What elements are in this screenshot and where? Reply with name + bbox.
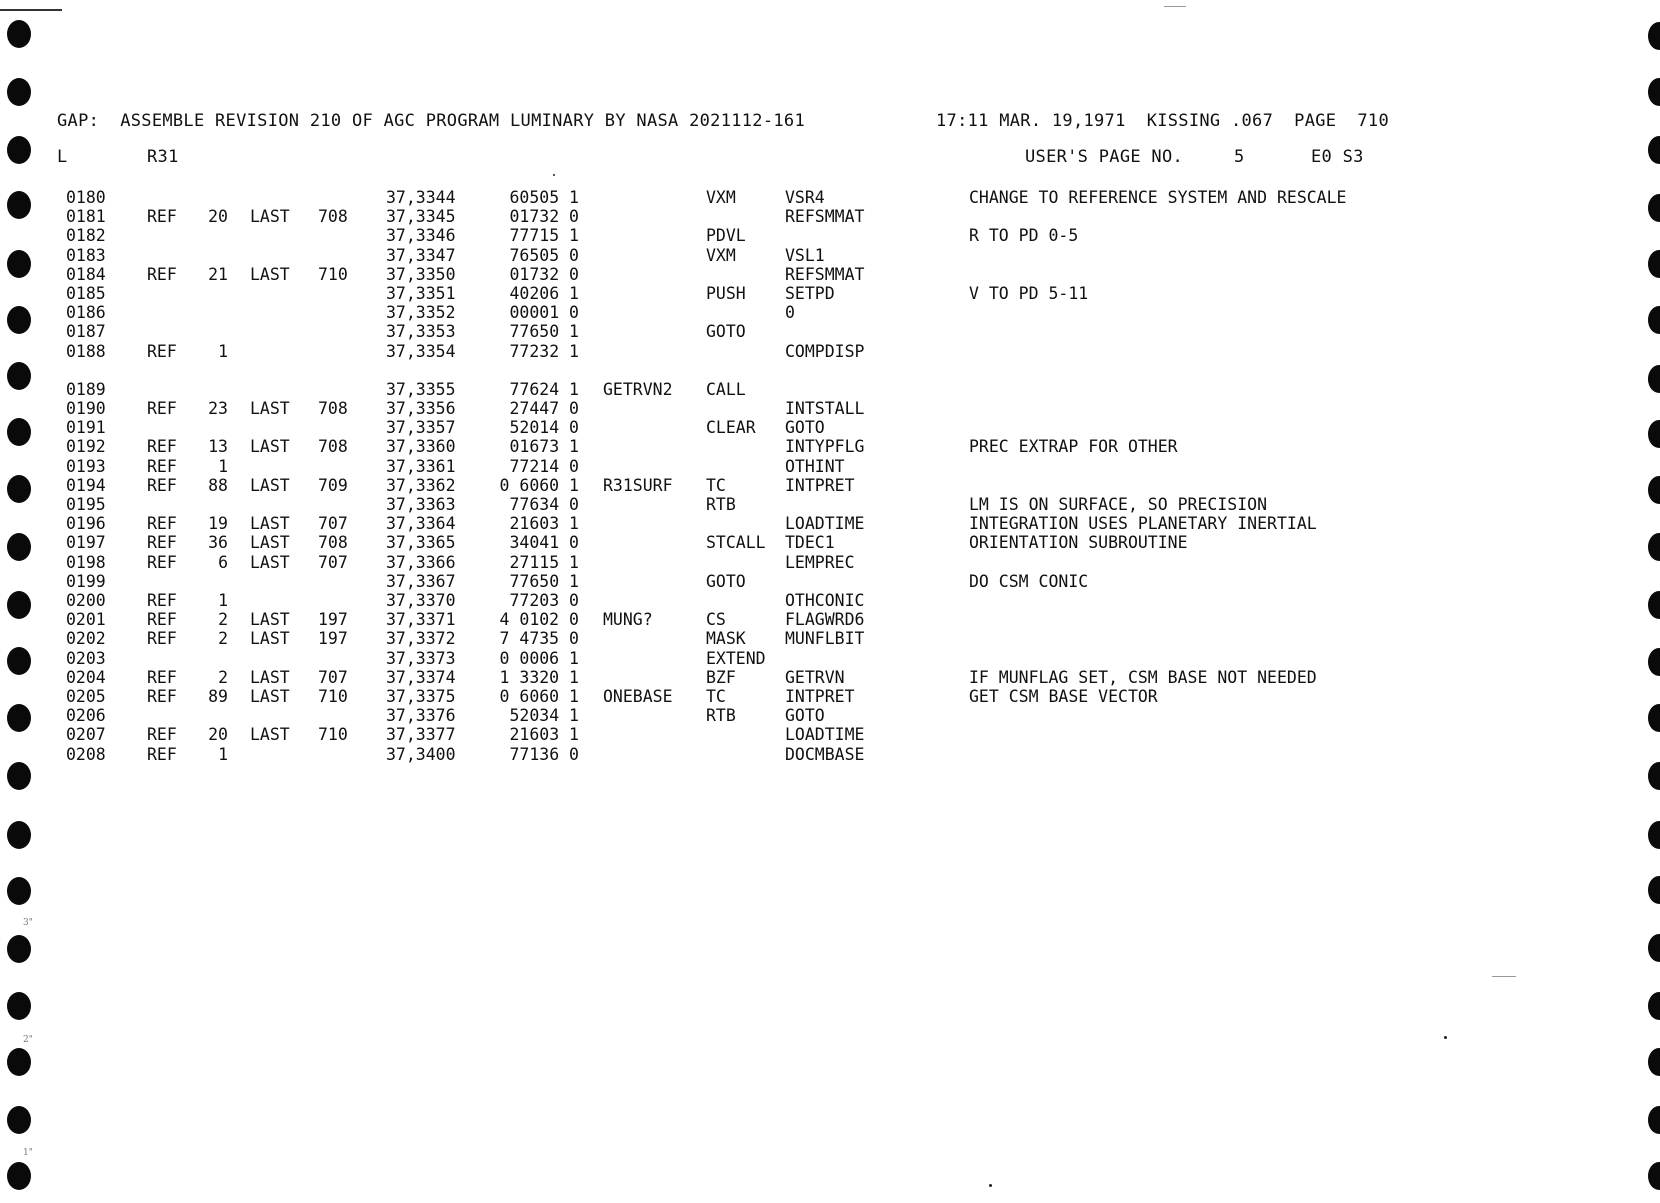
last-keyword: LAST (250, 265, 290, 284)
line-number: 0205 (66, 687, 106, 706)
last-page: 708 (318, 533, 348, 552)
octal-code: 52014 0 (509, 418, 579, 437)
opcode: GOTO (706, 322, 746, 341)
operand: REFSMMAT (785, 207, 865, 226)
listing-row (0, 399, 1660, 418)
last-page: 197 (318, 629, 348, 648)
feed-hole (7, 20, 31, 48)
ref-keyword: REF (147, 457, 177, 476)
octal-code: 21603 1 (509, 514, 579, 533)
operand: GOTO (785, 706, 825, 725)
feed-hole (1648, 1162, 1660, 1190)
opcode: TC (706, 476, 726, 495)
line-number: 0181 (66, 207, 106, 226)
last-page: 710 (318, 725, 348, 744)
comment: V TO PD 5-11 (969, 284, 1089, 303)
ref-keyword: REF (147, 745, 177, 764)
ref-count: 20 (208, 207, 228, 226)
feed-hole (7, 935, 31, 963)
memory-address: 37,3375 (386, 687, 456, 706)
feed-hole (7, 136, 31, 164)
last-keyword: LAST (250, 207, 290, 226)
symbol-label: ONEBASE (603, 687, 673, 706)
ref-count: 2 (218, 629, 228, 648)
operand: INTPRET (785, 476, 855, 495)
line-number: 0193 (66, 457, 106, 476)
feed-hole (1648, 934, 1660, 962)
last-keyword: LAST (250, 476, 290, 495)
octal-code: 0 6060 1 (499, 687, 579, 706)
octal-code: 00001 0 (509, 303, 579, 322)
last-keyword: LAST (250, 725, 290, 744)
memory-address: 37,3352 (386, 303, 456, 322)
paper-speck (1492, 976, 1516, 977)
listing-row (0, 418, 1660, 437)
listing-row (0, 303, 1660, 322)
ref-count: 19 (208, 514, 228, 533)
operand: REFSMMAT (785, 265, 865, 284)
listing-row (0, 207, 1660, 226)
memory-address: 37,3365 (386, 533, 456, 552)
opcode: CALL (706, 380, 746, 399)
operand: VSL1 (785, 246, 825, 265)
ref-keyword: REF (147, 514, 177, 533)
memory-address: 37,3350 (386, 265, 456, 284)
octal-code: 40206 1 (509, 284, 579, 303)
opcode: PUSH (706, 284, 746, 303)
ref-count: 88 (208, 476, 228, 495)
last-page: 710 (318, 687, 348, 706)
memory-address: 37,3364 (386, 514, 456, 533)
octal-code: 27115 1 (509, 553, 579, 572)
listing-row (0, 706, 1660, 725)
opcode: VXM (706, 188, 736, 207)
operand: INTPRET (785, 687, 855, 706)
feed-hole (7, 78, 31, 106)
operand: COMPDISP (785, 342, 865, 361)
last-keyword: LAST (250, 437, 290, 456)
last-keyword: LAST (250, 399, 290, 418)
ref-count: 1 (218, 342, 228, 361)
memory-address: 37,3372 (386, 629, 456, 648)
octal-code: 77650 1 (509, 322, 579, 341)
line-number: 0185 (66, 284, 106, 303)
opcode: EXTEND (706, 649, 766, 668)
ref-count: 1 (218, 591, 228, 610)
line-number: 0183 (66, 246, 106, 265)
operand: GETRVN (785, 668, 845, 687)
memory-address: 37,3363 (386, 495, 456, 514)
feed-hole (1648, 876, 1660, 904)
ref-count: 36 (208, 533, 228, 552)
ref-keyword: REF (147, 553, 177, 572)
comment: LM IS ON SURFACE, SO PRECISION (969, 495, 1268, 514)
listing-row (0, 572, 1660, 591)
margin-mark: 1" (23, 1148, 33, 1158)
octal-code: 01732 0 (509, 265, 579, 284)
listing-row (0, 380, 1660, 399)
listing-row (0, 514, 1660, 533)
opcode: RTB (706, 706, 736, 725)
octal-code: 77214 0 (509, 457, 579, 476)
opcode: PDVL (706, 226, 746, 245)
log-section: L (57, 147, 68, 167)
operand: 0 (785, 303, 795, 322)
listing-row (0, 322, 1660, 341)
line-number: 0203 (66, 649, 106, 668)
octal-code: 52034 1 (509, 706, 579, 725)
octal-code: 77715 1 (509, 226, 579, 245)
memory-address: 37,3400 (386, 745, 456, 764)
memory-address: 37,3371 (386, 610, 456, 629)
feed-hole (1648, 22, 1660, 50)
ref-keyword: REF (147, 265, 177, 284)
octal-code: 77650 1 (509, 572, 579, 591)
listing-title: GAP: ASSEMBLE REVISION 210 OF AGC PROGRAM LUMINARY BY NASA 2021112-161 (57, 111, 805, 131)
feed-hole (7, 1162, 31, 1190)
memory-address: 37,3347 (386, 246, 456, 265)
listing-row (0, 649, 1660, 668)
operand: TDEC1 (785, 533, 835, 552)
operand: GOTO (785, 418, 825, 437)
line-number: 0188 (66, 342, 106, 361)
last-page: 708 (318, 437, 348, 456)
ref-count: 1 (218, 745, 228, 764)
listing-row (0, 437, 1660, 456)
memory-address: 37,3344 (386, 188, 456, 207)
listing-row (0, 284, 1660, 303)
last-page: 707 (318, 514, 348, 533)
line-number: 0190 (66, 399, 106, 418)
octal-code: 1 3320 1 (499, 668, 579, 687)
operand: DOCMBASE (785, 745, 865, 764)
operand: VSR4 (785, 188, 825, 207)
opcode: VXM (706, 246, 736, 265)
feed-hole (1648, 1048, 1660, 1076)
opcode: STCALL (706, 533, 766, 552)
octal-code: 77203 0 (509, 591, 579, 610)
margin-mark: 3" (23, 918, 33, 928)
octal-code: 77624 1 (509, 380, 579, 399)
octal-code: 01732 0 (509, 207, 579, 226)
listing-row (0, 226, 1660, 245)
memory-address: 37,3370 (386, 591, 456, 610)
listing-row (0, 591, 1660, 610)
ref-keyword: REF (147, 687, 177, 706)
line-number: 0195 (66, 495, 106, 514)
paper-speck (1164, 6, 1186, 7)
ref-keyword: REF (147, 533, 177, 552)
octal-code: 21603 1 (509, 725, 579, 744)
feed-hole (7, 1106, 31, 1134)
listing-row (0, 610, 1660, 629)
feed-hole (7, 762, 31, 790)
memory-address: 37,3351 (386, 284, 456, 303)
ref-keyword: REF (147, 668, 177, 687)
memory-address: 37,3354 (386, 342, 456, 361)
comment: ORIENTATION SUBROUTINE (969, 533, 1188, 552)
octal-code: 76505 0 (509, 246, 579, 265)
listing-row (0, 687, 1660, 706)
octal-code: 0 6060 1 (499, 476, 579, 495)
ref-count: 1 (218, 457, 228, 476)
listing-row (0, 476, 1660, 495)
last-page: 709 (318, 476, 348, 495)
memory-address: 37,3361 (386, 457, 456, 476)
listing-row (0, 668, 1660, 687)
ref-keyword: REF (147, 399, 177, 418)
memory-address: 37,3362 (386, 476, 456, 495)
comment: INTEGRATION USES PLANETARY INERTIAL (969, 514, 1317, 533)
octal-code: 77136 0 (509, 745, 579, 764)
ref-count: 2 (218, 610, 228, 629)
last-keyword: LAST (250, 687, 290, 706)
line-number: 0197 (66, 533, 106, 552)
ref-count: 23 (208, 399, 228, 418)
line-number: 0186 (66, 303, 106, 322)
octal-code: 77634 0 (509, 495, 579, 514)
listing-row (0, 629, 1660, 648)
listing-row (0, 533, 1660, 552)
line-number: 0208 (66, 745, 106, 764)
operand: OTHINT (785, 457, 845, 476)
memory-address: 37,3360 (386, 437, 456, 456)
ref-keyword: REF (147, 207, 177, 226)
comment: PREC EXTRAP FOR OTHER (969, 437, 1178, 456)
line-number: 0189 (66, 380, 106, 399)
last-page: 197 (318, 610, 348, 629)
last-page: 710 (318, 265, 348, 284)
operand: FLAGWRD6 (785, 610, 865, 629)
feed-hole (1648, 992, 1660, 1020)
line-number: 0204 (66, 668, 106, 687)
last-page: 707 (318, 553, 348, 572)
operand: MUNFLBIT (785, 629, 865, 648)
octal-code: 27447 0 (509, 399, 579, 418)
listing-row (0, 342, 1660, 361)
feed-hole (7, 1048, 31, 1076)
last-page: 708 (318, 207, 348, 226)
opcode: GOTO (706, 572, 746, 591)
line-number: 0182 (66, 226, 106, 245)
feed-hole (7, 877, 31, 905)
line-number: 0184 (66, 265, 106, 284)
ref-keyword: REF (147, 610, 177, 629)
last-keyword: LAST (250, 533, 290, 552)
memory-address: 37,3366 (386, 553, 456, 572)
memory-address: 37,3346 (386, 226, 456, 245)
ref-keyword: REF (147, 629, 177, 648)
listing-row (0, 745, 1660, 764)
listing-row (0, 725, 1660, 744)
line-number: 0202 (66, 629, 106, 648)
octal-code: 7 4735 0 (499, 629, 579, 648)
feed-hole (1648, 762, 1660, 790)
opcode: MASK (706, 629, 746, 648)
last-keyword: LAST (250, 514, 290, 533)
octal-code: 4 0102 0 (499, 610, 579, 629)
feed-hole (7, 992, 31, 1020)
memory-address: 37,3356 (386, 399, 456, 418)
octal-code: 0 0006 1 (499, 649, 579, 668)
operand: LOADTIME (785, 725, 865, 744)
eo-code: E0 S3 (1311, 147, 1364, 167)
top-rule (0, 9, 62, 11)
opcode: CLEAR (706, 418, 756, 437)
memory-address: 37,3377 (386, 725, 456, 744)
line-number: 0196 (66, 514, 106, 533)
operand: INTYPFLG (785, 437, 865, 456)
symbol-label: GETRVN2 (603, 380, 673, 399)
memory-address: 37,3373 (386, 649, 456, 668)
opcode: BZF (706, 668, 736, 687)
line-number: 0192 (66, 437, 106, 456)
operand: INTSTALL (785, 399, 865, 418)
memory-address: 37,3367 (386, 572, 456, 591)
line-number: 0180 (66, 188, 106, 207)
octal-code: 77232 1 (509, 342, 579, 361)
ref-count: 6 (218, 553, 228, 572)
line-number: 0199 (66, 572, 106, 591)
comment: DO CSM CONIC (969, 572, 1089, 591)
last-page: 707 (318, 668, 348, 687)
ref-count: 21 (208, 265, 228, 284)
margin-mark: 2" (23, 1035, 33, 1045)
listing-timestamp: 17:11 MAR. 19,1971 KISSING .067 PAGE 710 (936, 111, 1389, 131)
opcode: CS (706, 610, 726, 629)
ref-count: 13 (208, 437, 228, 456)
comment: CHANGE TO REFERENCE SYSTEM AND RESCALE (969, 188, 1347, 207)
ref-keyword: REF (147, 725, 177, 744)
feed-hole (1648, 821, 1660, 849)
feed-hole (1648, 136, 1660, 164)
ref-count: 89 (208, 687, 228, 706)
line-number: 0194 (66, 476, 106, 495)
last-keyword: LAST (250, 610, 290, 629)
last-page: 708 (318, 399, 348, 418)
line-number: 0198 (66, 553, 106, 572)
operand: OTHCONIC (785, 591, 865, 610)
paper-speck (989, 1184, 992, 1187)
routine-name: R31 (147, 147, 179, 167)
comment: GET CSM BASE VECTOR (969, 687, 1158, 706)
listing-row (0, 265, 1660, 284)
ref-count: 20 (208, 725, 228, 744)
ref-keyword: REF (147, 437, 177, 456)
listing-row (0, 188, 1660, 207)
memory-address: 37,3355 (386, 380, 456, 399)
feed-hole (1648, 78, 1660, 106)
ref-keyword: REF (147, 476, 177, 495)
line-number: 0200 (66, 591, 106, 610)
memory-address: 37,3374 (386, 668, 456, 687)
last-keyword: LAST (250, 668, 290, 687)
operand: SETPD (785, 284, 835, 303)
opcode: TC (706, 687, 726, 706)
opcode: RTB (706, 495, 736, 514)
octal-code: 60505 1 (509, 188, 579, 207)
listing-row (0, 246, 1660, 265)
operand: LEMPREC (785, 553, 855, 572)
listing-row (0, 553, 1660, 572)
last-keyword: LAST (250, 553, 290, 572)
ref-keyword: REF (147, 591, 177, 610)
line-number: 0187 (66, 322, 106, 341)
user-page-number: 5 (1234, 147, 1245, 167)
memory-address: 37,3345 (386, 207, 456, 226)
memory-address: 37,3376 (386, 706, 456, 725)
ref-keyword: REF (147, 342, 177, 361)
feed-hole (7, 821, 31, 849)
paper-speck (1444, 1036, 1447, 1039)
last-keyword: LAST (250, 629, 290, 648)
symbol-label: MUNG? (603, 610, 653, 629)
listing-row (0, 457, 1660, 476)
operand: LOADTIME (785, 514, 865, 533)
line-number: 0191 (66, 418, 106, 437)
user-page-label: USER'S PAGE NO. (1025, 147, 1184, 167)
memory-address: 37,3357 (386, 418, 456, 437)
line-number: 0207 (66, 725, 106, 744)
listing-row (0, 495, 1660, 514)
comment: R TO PD 0-5 (969, 226, 1079, 245)
feed-hole (1648, 1106, 1660, 1134)
comment: IF MUNFLAG SET, CSM BASE NOT NEEDED (969, 668, 1317, 687)
memory-address: 37,3353 (386, 322, 456, 341)
paper-speck (553, 174, 555, 176)
octal-code: 34041 0 (509, 533, 579, 552)
line-number: 0201 (66, 610, 106, 629)
ref-count: 2 (218, 668, 228, 687)
octal-code: 01673 1 (509, 437, 579, 456)
symbol-label: R31SURF (603, 476, 673, 495)
line-number: 0206 (66, 706, 106, 725)
